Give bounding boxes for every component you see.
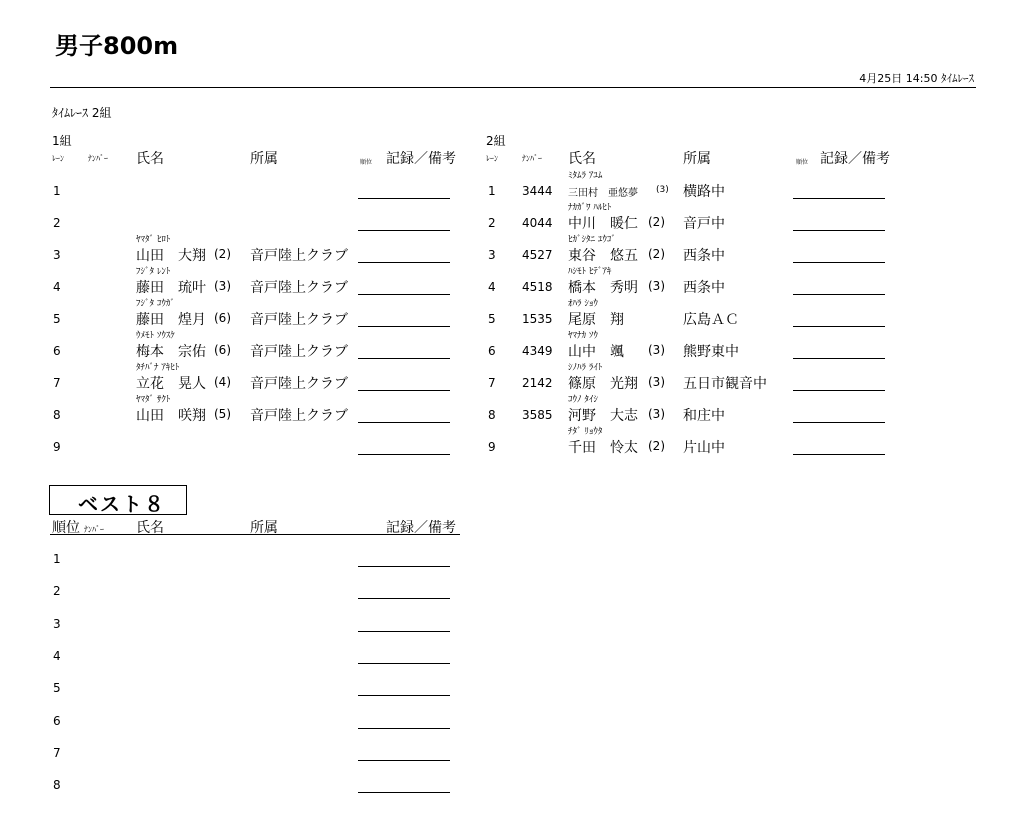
best8-rank: 1: [53, 552, 61, 566]
best8-record-line: [358, 598, 450, 599]
page-title: 男子800m: [55, 32, 179, 60]
group2-athlete-name: 中川 暖仁: [568, 216, 638, 232]
group1-lane: 2: [53, 216, 61, 230]
group2-bib-number: 2142: [522, 376, 553, 390]
best8-rank: 5: [53, 681, 61, 696]
group2-grade: (3): [648, 407, 665, 421]
best8-record-line: [358, 663, 450, 664]
group1-record-line: [358, 358, 450, 359]
group1-name-kana: ﾌｼﾞﾀ ｺｳｶﾞ: [136, 299, 175, 309]
group2-lane: 4: [488, 280, 496, 294]
group1-grade: (2): [214, 247, 231, 261]
group1-team: 音戸陸上クラブ: [250, 408, 348, 424]
group1-team: 音戸陸上クラブ: [250, 344, 348, 360]
group1-athlete-name: 山田 咲翔: [136, 408, 206, 424]
group1-team: 音戸陸上クラブ: [250, 248, 348, 264]
best8-record-line: [358, 631, 450, 632]
group1-athlete-name: 立花 晃人: [136, 376, 206, 392]
best8-rank: 3: [53, 616, 61, 631]
best8-rank: 8: [53, 778, 61, 793]
group1-record-line: [358, 262, 450, 263]
group2-team: 音戸中: [683, 216, 725, 232]
group1-team: 音戸陸上クラブ: [250, 280, 348, 296]
group2-name-header: 氏名: [568, 151, 596, 167]
best8-record-line: [358, 760, 450, 761]
group1-lane-header: ﾚｰﾝ: [52, 154, 64, 163]
group2-name-kana: ｵﾊﾗ ｼｮｳ: [568, 299, 598, 309]
group2-record-line: [793, 422, 885, 423]
group1-name-kana: ｳﾒﾓﾄ ｿｳｽｹ: [136, 331, 175, 341]
best8-number-header: ﾅﾝﾊﾞｰ: [84, 525, 104, 534]
group1-lane: 3: [53, 248, 61, 262]
group2-bib-number: 4518: [522, 280, 553, 294]
group2-lane: 7: [488, 376, 496, 390]
best8-rank: 2: [53, 584, 61, 599]
best8-record-line: [358, 728, 450, 729]
group2-athlete-name: 河野 大志: [568, 408, 638, 424]
group2-grade: (2): [648, 439, 665, 453]
group2-team: 熊野東中: [683, 344, 739, 360]
group1-lane: 6: [53, 344, 61, 358]
group2-record-line: [793, 326, 885, 327]
group1-lane: 4: [53, 280, 61, 294]
best8-rank: 6: [53, 713, 61, 728]
best8-record-header: 記録／備考: [386, 520, 456, 536]
best8-team-header: 所属: [250, 520, 278, 536]
group1-grade: (5): [214, 407, 231, 421]
group1-name-kana: ﾀﾁﾊﾞﾅ ｱｷﾋﾄ: [136, 363, 180, 373]
group2-lane: 2: [488, 216, 496, 230]
group1-record-line: [358, 390, 450, 391]
group2-name-kana: ﾔﾏﾅｶ ｿｳ: [568, 331, 598, 341]
group1-name-header: 氏名: [136, 151, 164, 167]
group2-bib-number: 4044: [522, 216, 553, 230]
group2-grade: (3): [656, 185, 669, 195]
group2-team-header: 所属: [683, 151, 711, 167]
group1-lane: 8: [53, 408, 61, 422]
group2-name-kana: ﾅｶｶﾞﾜ ﾊﾙﾋﾄ: [568, 203, 612, 213]
group2-team: 五日市観音中: [683, 376, 767, 392]
group2-record-line: [793, 358, 885, 359]
group1-record-line: [358, 198, 450, 199]
group2-grade: (3): [648, 279, 665, 293]
best8-rank-header: 順位: [52, 520, 80, 536]
group2-athlete-name: 篠原 光翔: [568, 376, 638, 392]
group2-grade: (2): [648, 215, 665, 229]
group1-name-kana: ﾔﾏﾀﾞ ｻｸﾄ: [136, 395, 171, 405]
header-divider: [50, 87, 976, 88]
group1-record-line: [358, 422, 450, 423]
group2-name-kana: ｺｳﾉ ﾀｲｼ: [568, 395, 598, 405]
group2-label: 2組: [486, 134, 506, 148]
group2-record-line: [793, 294, 885, 295]
group2-grade: (3): [648, 343, 665, 357]
group2-athlete-name: 千田 怜太: [568, 440, 638, 456]
group2-team: 広島ＡＣ: [683, 312, 739, 328]
group1-grade: (4): [214, 375, 231, 389]
group2-athlete-name: 山中 颯: [568, 344, 624, 360]
group2-bib-number: 4349: [522, 344, 553, 358]
group2-team: 片山中: [683, 440, 725, 456]
group1-grade: (6): [214, 343, 231, 357]
group1-rank-header: 順位: [360, 159, 373, 166]
group1-name-kana: ﾔﾏﾀﾞ ﾋﾛﾄ: [136, 235, 171, 245]
group2-record-header: 記録／備考: [820, 151, 890, 167]
group2-record-line: [793, 262, 885, 263]
best8-name-header: 氏名: [136, 520, 164, 536]
group2-team: 横路中: [683, 184, 725, 200]
group2-name-kana: ﾊｼﾓﾄ ﾋﾃﾞｱｷ: [568, 267, 612, 277]
group2-athlete-name: 三田村 亜悠夢: [568, 188, 638, 199]
group2-grade: (3): [648, 375, 665, 389]
group1-label: 1組: [52, 134, 72, 148]
group1-team-header: 所属: [250, 151, 278, 167]
group1-record-line: [358, 326, 450, 327]
group2-lane: 8: [488, 408, 496, 422]
group2-lane: 3: [488, 248, 496, 262]
date-time-line: 4月25日 14:50 ﾀｲﾑﾚｰｽ: [859, 72, 974, 85]
best8-rank: 4: [53, 648, 61, 663]
group2-team: 和庄中: [683, 408, 725, 424]
group2-lane: 5: [488, 312, 496, 326]
group1-name-kana: ﾌｼﾞﾀ ﾚﾝﾄ: [136, 267, 171, 277]
group1-lane: 5: [53, 312, 61, 326]
group1-record-line: [358, 454, 450, 455]
best8-rank: 7: [53, 745, 61, 760]
group1-athlete-name: 山田 大翔: [136, 248, 206, 264]
group2-name-kana: ﾐﾀﾑﾗ ｱﾕﾑ: [568, 171, 603, 181]
group2-name-kana: ﾁﾀﾞ ﾘｮｳﾀ: [568, 427, 603, 437]
group1-lane: 9: [53, 440, 61, 454]
group2-rank-header: 順位: [796, 159, 809, 166]
best8-record-line: [358, 566, 450, 567]
group2-athlete-name: 東谷 悠五: [568, 248, 638, 264]
group1-team: 音戸陸上クラブ: [250, 312, 348, 328]
group1-team: 音戸陸上クラブ: [250, 376, 348, 392]
group1-athlete-name: 藤田 琉叶: [136, 280, 206, 296]
group2-bib-number: 1535: [522, 312, 553, 326]
group1-athlete-name: 藤田 煌月: [136, 312, 206, 328]
group1-record-line: [358, 294, 450, 295]
best8-record-line: [358, 792, 450, 793]
group1-record-header: 記録／備考: [386, 151, 456, 167]
group2-lane-header: ﾚｰﾝ: [486, 154, 498, 163]
group2-athlete-name: 尾原 翔: [568, 312, 624, 328]
best8-header-underline: [50, 534, 460, 535]
group1-grade: (3): [214, 279, 231, 293]
group2-record-line: [793, 198, 885, 199]
group2-name-kana: ｼﾉﾊﾗ ﾗｲﾄ: [568, 363, 603, 373]
group1-lane: 1: [53, 184, 61, 198]
group1-record-line: [358, 230, 450, 231]
group2-name-kana: ﾋｶﾞｼﾀﾆ ﾕｳｺﾞ: [568, 235, 616, 245]
group1-number-header: ﾅﾝﾊﾞｰ: [88, 154, 108, 163]
group2-grade: (2): [648, 247, 665, 261]
group2-lane: 6: [488, 344, 496, 358]
group2-lane: 9: [488, 440, 496, 454]
best8-title: ベスト８: [78, 492, 166, 516]
group2-record-line: [793, 390, 885, 391]
group2-record-line: [793, 454, 885, 455]
group2-record-line: [793, 230, 885, 231]
best8-record-line: [358, 695, 450, 696]
group1-grade: (6): [214, 311, 231, 325]
group2-team: 西条中: [683, 248, 725, 264]
group2-number-header: ﾅﾝﾊﾞｰ: [522, 154, 542, 163]
group2-athlete-name: 橋本 秀明: [568, 280, 638, 296]
group1-lane: 7: [53, 376, 61, 390]
group2-bib-number: 3444: [522, 184, 553, 198]
group2-team: 西条中: [683, 280, 725, 296]
race-subtitle: ﾀｲﾑﾚｰｽ 2組: [52, 106, 112, 120]
group2-bib-number: 4527: [522, 248, 553, 262]
group2-lane: 1: [488, 184, 496, 198]
group1-athlete-name: 梅本 宗佑: [136, 344, 206, 360]
group2-bib-number: 3585: [522, 408, 553, 422]
